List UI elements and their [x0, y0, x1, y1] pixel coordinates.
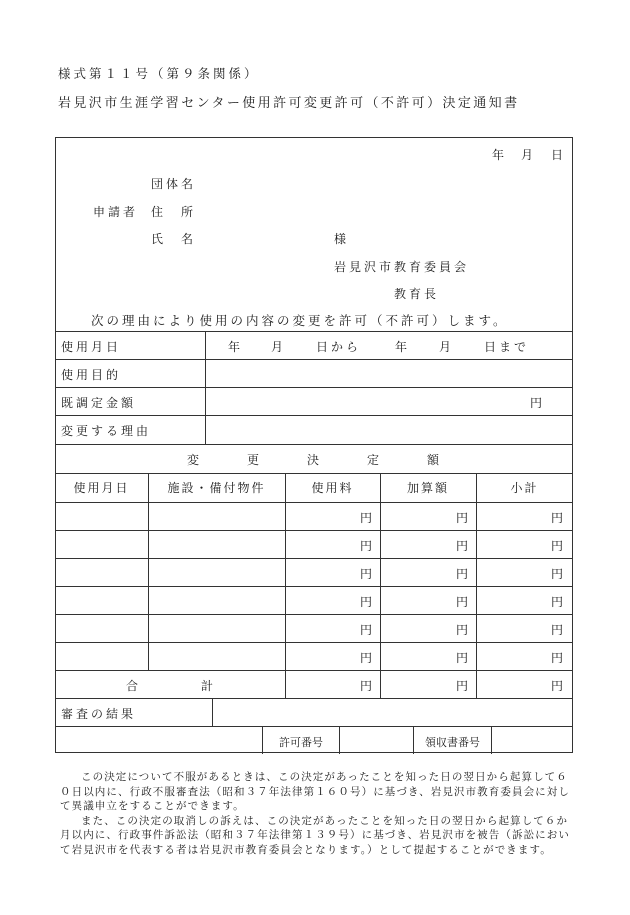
total-fee: 円: [360, 679, 373, 693]
row-6-add: 円: [456, 651, 469, 665]
total-add: 円: [456, 679, 469, 693]
issuer-org: 岩見沢市教育委員会: [334, 260, 470, 274]
column-header-subtotal: 小計: [510, 481, 539, 495]
issuer-position: 教育長: [394, 287, 440, 301]
note-1: この決定について不服があるときは、この決定があったことを知った日の翌日から起算して６０日以内に、行政不服審査法（昭和３７年法律第１６０号）に基づき、岩見沢市教育委員会に対して異議申立をすることができます。: [60, 771, 570, 812]
permit-number-label: 許可番号: [279, 736, 323, 749]
honorific: 様: [334, 232, 347, 246]
date-month: 月: [521, 148, 534, 162]
row-4-add: 円: [456, 595, 469, 609]
form-number: 様式第１１号（第９条関係）: [58, 66, 260, 81]
decision-header-3: 決: [307, 453, 320, 467]
row-5-add: 円: [456, 623, 469, 637]
row-2-fee: 円: [360, 539, 373, 553]
column-header-facility: 施設・備付物件: [167, 481, 266, 495]
row-1-add: 円: [456, 511, 469, 525]
address-label: 住 所: [151, 205, 197, 219]
name-label: 氏 名: [151, 232, 197, 246]
decision-header-1: 変: [187, 453, 200, 467]
row-3-subtotal: 円: [551, 567, 564, 581]
notes: [60, 770, 570, 857]
form-frame: [55, 137, 573, 753]
purpose-label: 使用目的: [61, 368, 122, 382]
use-date-from-year: 年: [228, 340, 241, 354]
fee-label: 既調定金額: [61, 396, 137, 410]
row-4-subtotal: 円: [551, 595, 564, 609]
total-label-b: 計: [201, 679, 214, 693]
column-header-fee: 使用料: [311, 481, 354, 495]
use-date-to-day: 日まで: [484, 340, 530, 354]
row-3-add: 円: [456, 567, 469, 581]
fee-unit: 円: [530, 396, 543, 410]
use-date-from-day: 日から: [316, 340, 362, 354]
date-day: 日: [551, 148, 564, 162]
row-1-subtotal: 円: [551, 511, 564, 525]
date-year: 年: [492, 148, 505, 162]
org-label: 団体名: [151, 177, 197, 191]
use-date-from-month: 月: [271, 340, 284, 354]
total-label-a: 合: [126, 679, 139, 693]
row-6-fee: 円: [360, 651, 373, 665]
use-date-label: 使用月日: [61, 340, 122, 354]
row-4-fee: 円: [360, 595, 373, 609]
row-2-subtotal: 円: [551, 539, 564, 553]
row-5-subtotal: 円: [551, 623, 564, 637]
column-header-addition: 加算額: [406, 481, 449, 495]
row-3-fee: 円: [360, 567, 373, 581]
use-date-to-month: 月: [439, 340, 452, 354]
column-header-date: 使用月日: [73, 481, 130, 495]
decision-header-4: 定: [367, 453, 380, 467]
decision-header-5: 額: [427, 453, 440, 467]
row-2-add: 円: [456, 539, 469, 553]
total-subtotal: 円: [551, 679, 564, 693]
row-6-subtotal: 円: [551, 651, 564, 665]
row-1-fee: 円: [360, 511, 373, 525]
row-5-fee: 円: [360, 623, 373, 637]
receipt-number-label: 領収書番号: [425, 736, 480, 749]
note-2: また、この決定の取消しの訴えは、この決定があったことを知った日の翌日から起算して６か月以内に、行政事件訴訟法（昭和３７年法律第１３９号）に基づき、岩見沢市を被告（訴訟において岩見沢市を代表する者は岩見沢市教育委員会となります。）として提起することができます。: [60, 814, 570, 856]
applicant-label: 申請者: [93, 205, 139, 219]
review-label: 審査の結果: [61, 707, 137, 721]
document-title: 岩見沢市生涯学習センター使用許可変更許可（不許可）決定通知書: [58, 96, 520, 111]
decision-header-2: 更: [247, 453, 260, 467]
reason-label: 変更する理由: [61, 424, 152, 438]
use-date-to-year: 年: [395, 340, 408, 354]
statement: 次の理由により使用の内容の変更を許可（不許可）します。: [91, 313, 509, 328]
